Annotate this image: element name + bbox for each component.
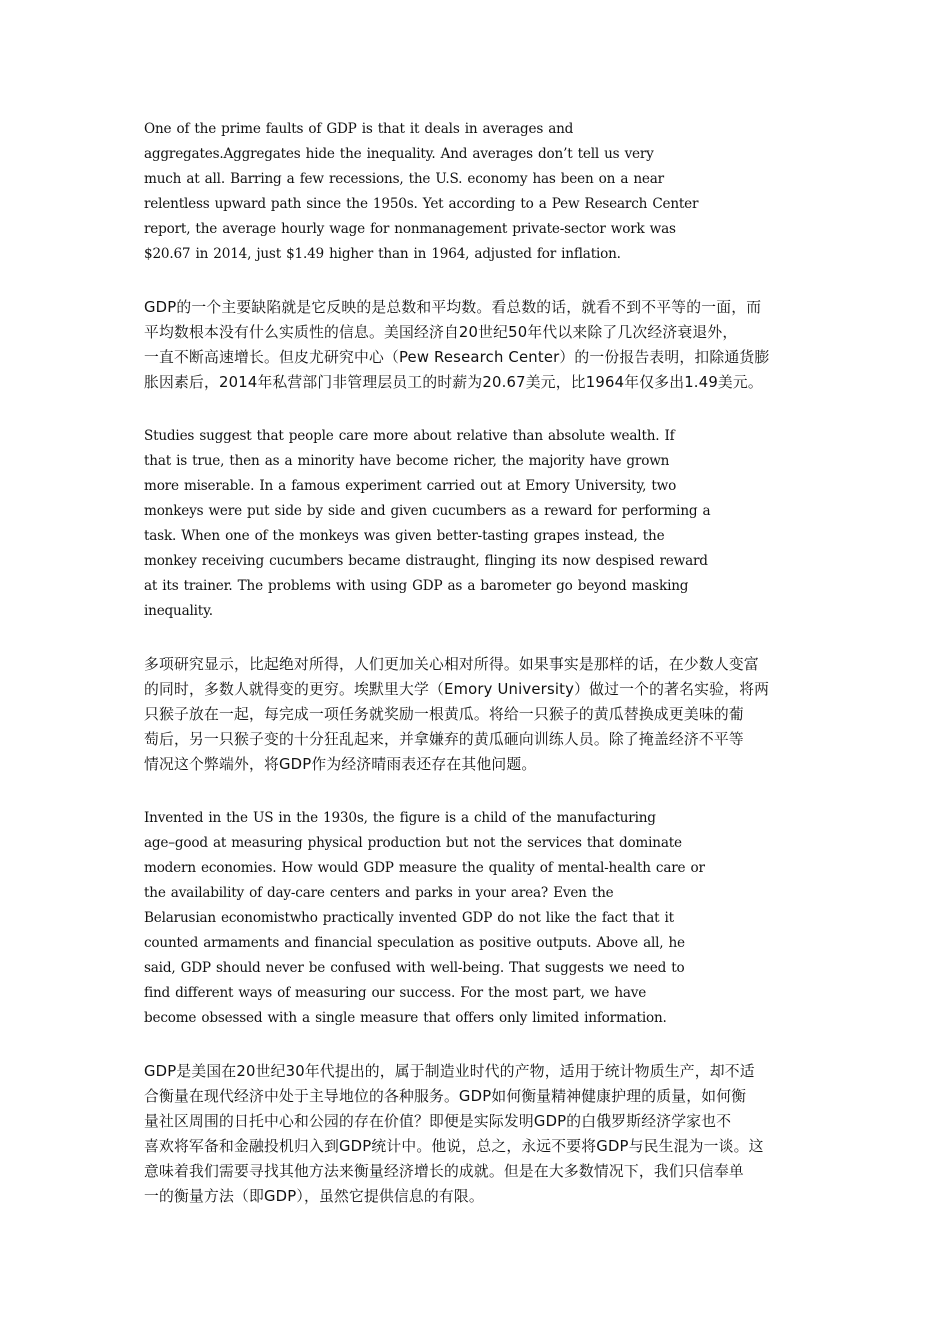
paragraph-zh-manufacturing-age: GDP是美国在20世纪30年代提出的，属于制造业时代的产物，适用于统计物质生产，却不适 合衡量在现代经济中处于主导地位的各种服务。GDP如何衡量精神健康护理的质量，如何衡 量社区周围的日托中心和公园的存在价值？即便是实际发明GDP的白俄罗斯经济学家也不 喜欢将军备和金融投机归入到GDP统计中。他说，总之，永远不要将GDP与民生混为一谈。这 意味着我们需要寻找其他方法来衡量经济增长的成就。但是在大多数情况下，我们只信奉单 一的衡量方法（即GDP），虽然它提供信息的有限。	[144, 1063, 764, 1205]
paragraph-en-gdp-averages: One of the prime faults of GDP is that it deals in averages and aggregates.Aggregates hide the inequality. And averages don’t tell us very much at all. Barring a few recessions, the U.S. economy has been on a near relentless upward path since the 1950s. Yet according to a Pew Research Center report, the average hourly wage for nonmanagement private-sector work was $20.67 in 2014, just $1.49 higher than in 1964, adjusted for inflation.	[144, 121, 699, 262]
paragraph-en-manufacturing-age: Invented in the US in the 1930s, the figure is a child of the manufacturing age–good at measuring physical production but not the services that dominate modern economies. How would GDP measure the quality of mental-health care or the availability of day-care centers and parks in your area? Even the Belarusian economistwho practically invented GDP do not like the fact that it counted armaments and financial speculation as positive outputs. Above all, he said, GDP should never be confused with well-being. That suggests we need to find different ways of measuring our success. For the most part, we have become obsessed with a single measure that offers only limited information.	[144, 810, 705, 1026]
document-body	[144, 117, 824, 1209]
paragraph-zh-gdp-averages: GDP的一个主要缺陷就是它反映的是总数和平均数。看总数的话，就看不到不平等的一面，而 平均数根本没有什么实质性的信息。美国经济自20世纪50年代以来除了几次经济衰退外， 一直不断高速增长。但皮尤研究中心（Pew Research Center）的一份报告表明，扣除通货膨 胀因素后，2014年私营部门非管理层员工的时薪为20.67美元，比1964年仅多出1.49美元。	[144, 299, 770, 391]
paragraph-zh-relative-wealth: 多项研究显示，比起绝对所得，人们更加关心相对所得。如果事实是那样的话，在少数人变富 的同时，多数人就得变的更穷。埃默里大学（Emory University）做过一个的著名实验，将两 只猴子放在一起，每完成一项任务就奖励一根黄瓜。将给一只猴子的黄瓜替换成更美味的葡 萄后，另一只猴子变的十分狂乱起来，并拿嫌弃的黄瓜砸向训练人员。除了掩盖经济不平等 情况这个弊端外，将GDP作为经济晴雨表还存在其他问题。	[144, 656, 770, 773]
paragraph-en-relative-wealth: Studies suggest that people care more about relative than absolute wealth. If that is true, then as a minority have become richer, the majority have grown more miserable. In a famous experiment carried out at Emory University, two monkeys were put side by side and given cucumbers as a reward for performing a task. When one of the monkeys was given better-tasting grapes instead, the monkey receiving cucumbers became distraught, flinging its now despised reward at its trainer. The problems with using GDP as a barometer go beyond masking inequality.	[144, 428, 711, 619]
